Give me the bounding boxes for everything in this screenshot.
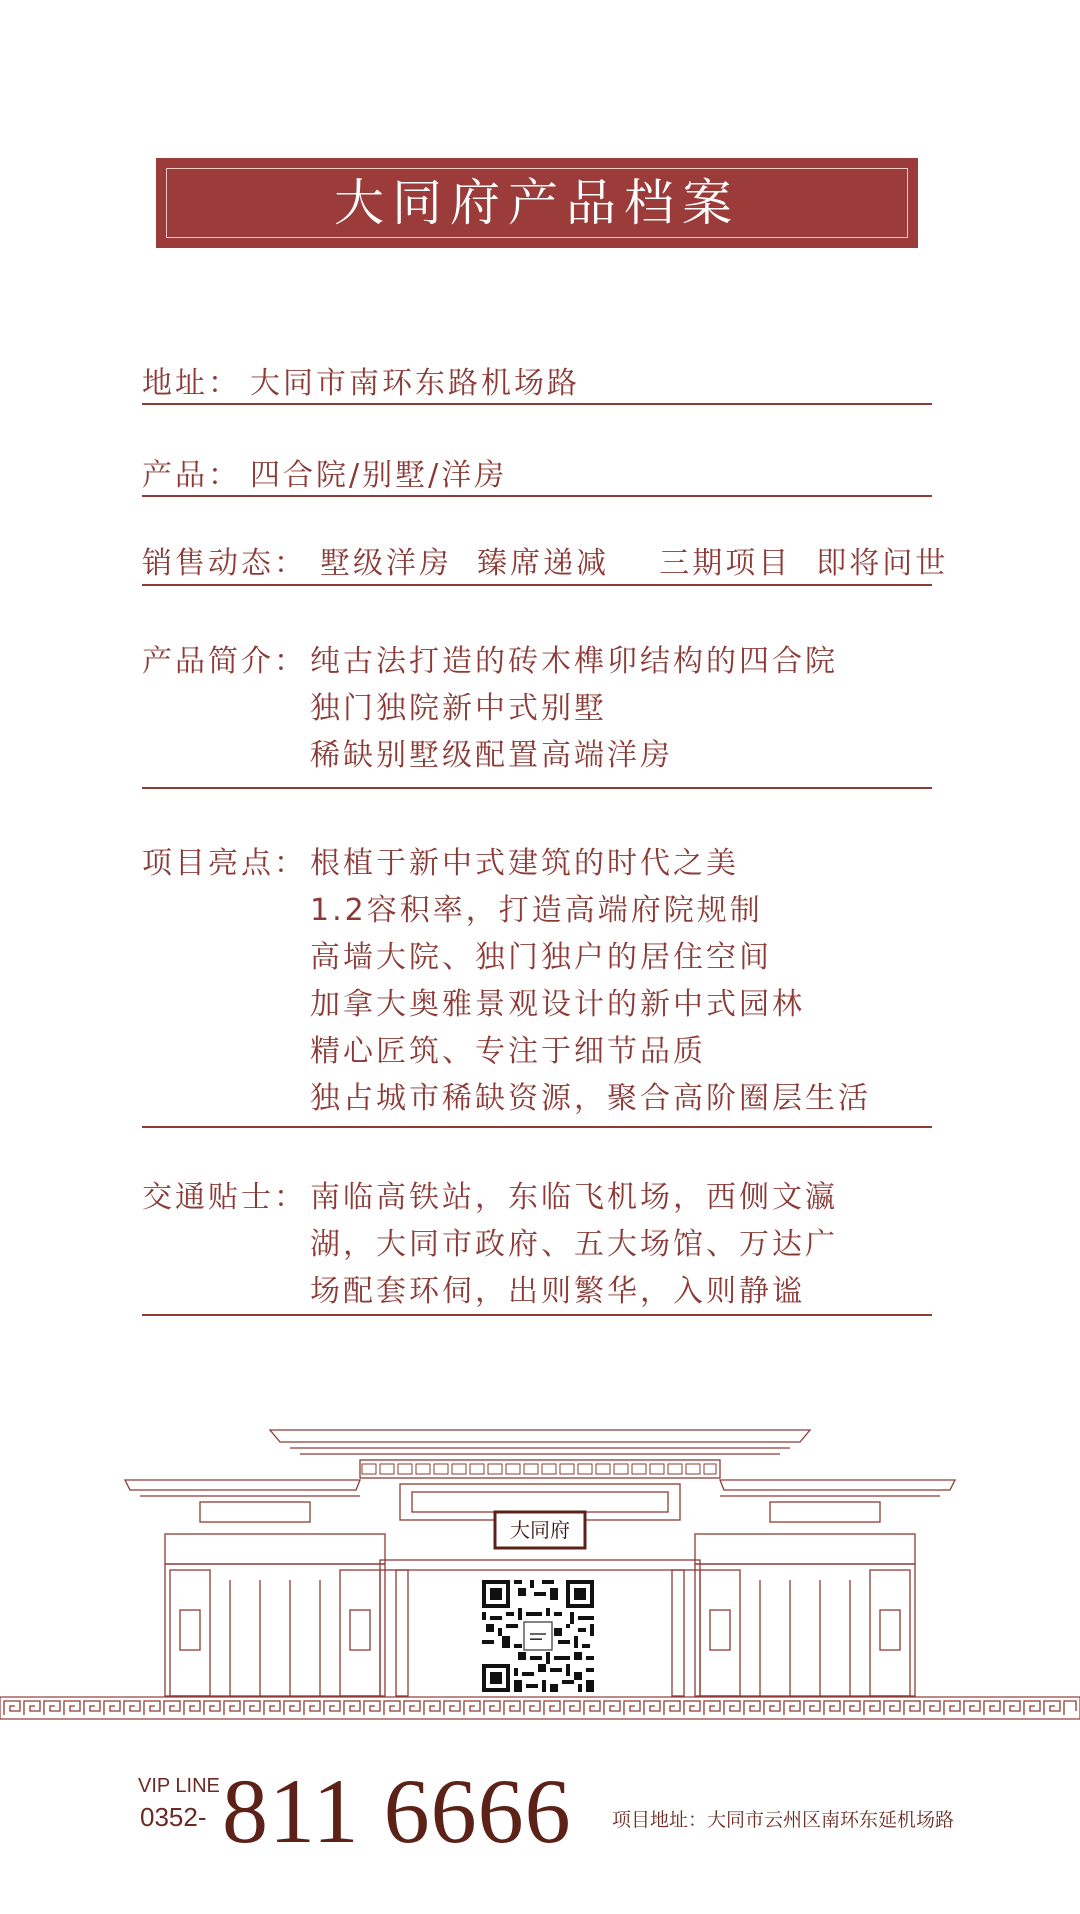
highlights-row	[142, 838, 932, 1138]
vip-line-label: VIP LINE	[138, 1775, 220, 1797]
sales-row	[142, 538, 949, 588]
gate-plaque-text: 大同府	[510, 1518, 570, 1542]
highlight-line: 加拿大奥雅景观设计的新中式园林	[310, 987, 805, 1022]
qr-code	[482, 1580, 594, 1692]
traffic-row	[142, 1172, 932, 1332]
product-value: 四合院/别墅/洋房	[250, 458, 508, 493]
intro-row	[142, 636, 932, 796]
traffic-line: 场配套环伺，出则繁华，入则静谧	[310, 1274, 805, 1309]
highlight-line: 高墙大院、独门独户的居住空间	[310, 940, 772, 975]
sales-label: 销售动态：	[142, 546, 307, 581]
divider	[142, 495, 932, 497]
intro-label: 产品简介：	[142, 644, 307, 679]
traffic-line: 湖，大同市政府、五大场馆、万达广	[310, 1227, 838, 1262]
title-border	[166, 168, 908, 238]
highlight-line: 独占城市稀缺资源，聚合高阶圈层生活	[310, 1081, 871, 1116]
highlights-label: 项目亮点：	[142, 846, 307, 881]
traffic-label: 交通贴士：	[142, 1180, 307, 1215]
address-label: 地址：	[142, 366, 241, 401]
intro-line: 独门独院新中式别墅	[310, 691, 607, 726]
divider	[142, 403, 932, 405]
divider	[142, 1314, 932, 1316]
highlight-line: 精心匠筑、专注于细节品质	[310, 1034, 706, 1069]
project-address: 项目地址：大同市云州区南环东延机场路	[612, 1809, 955, 1831]
intro-line: 稀缺别墅级配置高端洋房	[310, 738, 673, 773]
divider	[142, 1126, 932, 1128]
product-label: 产品：	[142, 458, 241, 493]
divider	[142, 787, 932, 789]
product-row	[142, 450, 932, 500]
phone-number: 811 6666	[222, 1760, 572, 1862]
divider	[142, 584, 932, 586]
fret-band	[0, 1696, 1080, 1720]
address-value: 大同市南环东路机场路	[250, 366, 580, 401]
highlight-line: 1.2容积率，打造高端府院规制	[310, 893, 763, 928]
traffic-line: 南临高铁站，东临飞机场，西侧文瀛	[310, 1180, 838, 1215]
highlight-line: 根植于新中式建筑的时代之美	[310, 846, 739, 881]
sales-value: 墅级洋房 臻席递减 三期项目 即将问世	[320, 546, 949, 581]
page-title: 大同府产品档案	[334, 174, 740, 232]
address-row	[142, 358, 932, 408]
title-banner	[156, 158, 918, 248]
intro-line: 纯古法打造的砖木榫卯结构的四合院	[310, 644, 838, 679]
area-code: 0352-	[140, 1802, 207, 1832]
